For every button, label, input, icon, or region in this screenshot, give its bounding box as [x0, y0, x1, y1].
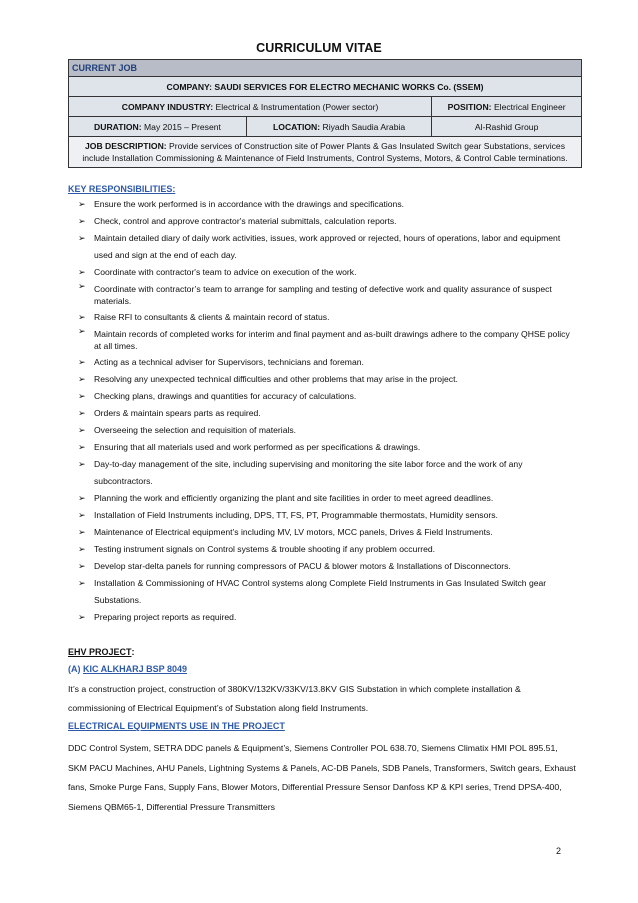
responsibility-item — [78, 371, 578, 388]
job-description-label: JOB DESCRIPTION: — [84, 141, 167, 151]
bullet-arrow-icon: ➢ — [78, 408, 86, 418]
bullet-arrow-icon: ➢ — [78, 357, 86, 367]
responsibility-item — [78, 309, 578, 326]
responsibility-text: Ensure the work performed is in accordance with the drawings and specifications. — [94, 199, 405, 209]
industry-value: Electrical & Instrumentation (Power sector) — [215, 101, 379, 112]
responsibility-text: Check, control and approve contractor's material submittals, calculation reports. — [94, 216, 397, 226]
position-value: Electrical Engineer — [493, 101, 566, 112]
responsibility-text: Preparing project reports as required. — [94, 612, 237, 622]
bullet-arrow-icon: ➢ — [78, 425, 86, 435]
bullet-arrow-icon: ➢ — [78, 267, 86, 277]
location — [247, 117, 432, 137]
project-description: It’s a construction project, construction of 380KV/132KV/33KV/13.8KV GIS Substation in which complete installation & commissioning of Electrical Equipment’s of Substation along field Instruments. — [68, 684, 521, 713]
responsibility-item — [78, 490, 578, 507]
bullet-arrow-icon: ➢ — [78, 561, 86, 571]
responsibility-item — [78, 388, 578, 405]
responsibility-item — [78, 575, 578, 609]
responsibility-item — [78, 264, 578, 281]
company-group: Al-Rashid Group — [432, 117, 582, 137]
duration — [69, 117, 247, 137]
responsibility-text: Coordinate with contractor’s team to arrange for sampling and testing of defective work and quality assurance of suspect materials. — [94, 284, 552, 306]
responsibility-text: Installation of Field Instruments including, DPS, TT, FS, PT, Programmable thermostats, Humidity sensors. — [94, 510, 498, 520]
bullet-arrow-icon: ➢ — [78, 578, 86, 588]
responsibility-item — [78, 541, 578, 558]
current-job-header: CURRENT JOB — [69, 60, 582, 77]
bullet-arrow-icon: ➢ — [78, 493, 86, 503]
bullet-arrow-icon: ➢ — [78, 459, 86, 469]
responsibility-item — [78, 439, 578, 456]
bullet-arrow-icon: ➢ — [78, 312, 86, 322]
responsibility-text: Overseeing the selection and requisition of materials. — [94, 425, 297, 435]
responsibility-text: Maintain detailed diary of daily work activities, issues, work approved or rejected, hours of operations, labor and equipment used and sign at the end of each day. — [94, 233, 561, 260]
bullet-arrow-icon: ➢ — [78, 612, 86, 622]
bullet-arrow-icon: ➢ — [78, 544, 86, 554]
bullet-arrow-icon: ➢ — [78, 374, 86, 384]
current-job-table — [68, 59, 582, 168]
responsibility-text: Day-to-day management of the site, including supervising and monitoring the site labor force and the work of any subcontractors. — [94, 459, 523, 486]
responsibility-text: Develop star-delta panels for running compressors of PACU & blower motors & Installations of Disconnectors. — [94, 561, 511, 571]
page-number: 2 — [556, 846, 562, 856]
equipment-heading: ELECTRICAL EQUIPMENTS USE IN THE PROJECT — [68, 721, 285, 731]
responsibility-item — [78, 213, 578, 230]
bullet-arrow-icon: ➢ — [78, 216, 86, 226]
responsibility-item — [78, 422, 578, 439]
responsibility-text: Orders & maintain spears parts as required. — [94, 408, 261, 418]
responsibility-item — [78, 281, 578, 309]
ehv-heading-text: EHV PROJECT — [68, 647, 132, 657]
responsibility-text: Installation & Commissioning of HVAC Control systems along Complete Field Instruments in Gas Insulated Switch gear Substations. — [94, 578, 547, 605]
duration-value: May 2015 – Present — [144, 121, 221, 132]
document-title: CURRICULUM VITAE — [256, 41, 382, 55]
responsibility-text: Maintenance of Electrical equipment’s including MV, LV motors, MCC panels, Drives & Field Instruments. — [94, 527, 493, 537]
bullet-arrow-icon: ➢ — [78, 442, 86, 452]
responsibility-text: Resolving any unexpected technical difficulties and other problems that may arise in the project. — [94, 374, 458, 384]
industry-label: COMPANY INDUSTRY: — [121, 101, 214, 112]
key-responsibilities-heading: KEY RESPONSIBILITIES: — [68, 184, 176, 194]
bullet-arrow-icon: ➢ — [78, 391, 86, 401]
responsibility-item — [78, 524, 578, 541]
responsibility-item — [78, 609, 578, 626]
bullet-arrow-icon: ➢ — [78, 281, 86, 291]
responsibility-text: Testing instrument signals on Control systems & trouble shooting if any problem occurred. — [94, 544, 436, 554]
equipment-list: DDC Control System, SETRA DDC panels & Equipment’s, Siemens Controller POL 638.70, Siemens Climatix HMI POL 895.51, SKM PACU Machines, AHU Panels, Lightning Systems & Panels, AC-DB Panels, SDB Panels, Transformers, Switch gears, Exhaust fans, Smoke Purge Fans, Supply Fans, Blower Motors, Differential Pressure Sensor Danfoss KP & KPI series, Trend DPSA-400, Siemens QBM65-1, Differential Pressure Transmitters — [68, 743, 576, 812]
responsibility-item — [78, 456, 578, 490]
responsibility-item — [78, 405, 578, 422]
location-value: Riyadh Saudia Arabia — [322, 121, 406, 132]
project-title — [68, 664, 187, 674]
responsibility-text: Checking plans, drawings and quantities for accuracy of calculations. — [94, 391, 357, 401]
responsibility-text: Maintain records of completed works for interim and final payment and as-built drawings adhere to the company QHSE policy at all times. — [94, 329, 570, 351]
bullet-arrow-icon: ➢ — [78, 527, 86, 537]
position — [432, 97, 582, 117]
company-industry — [69, 97, 432, 117]
job-description-value: Provide services of Construction site of Power Plants & Gas Insulated Switch gear Substations, services include Installation Commissioning & Maintenance of Field Instruments, Control Systems, Motors, & Control Cable terminations. — [82, 141, 568, 163]
bullet-arrow-icon: ➢ — [78, 326, 86, 336]
responsibility-text: Acting as a technical adviser for Supervisors, technicians and foreman. — [94, 357, 364, 367]
job-description — [69, 137, 582, 168]
responsibility-item — [78, 230, 578, 264]
location-label: LOCATION: — [273, 121, 321, 132]
responsibility-text: Coordinate with contractor's team to advice on execution of the work. — [94, 267, 357, 277]
bullet-arrow-icon: ➢ — [78, 510, 86, 520]
responsibility-item — [78, 196, 578, 213]
company-name: COMPANY: SAUDI SERVICES FOR ELECTRO MECHANIC WORKS Co. (SSEM) — [69, 77, 582, 97]
responsibility-item — [78, 354, 578, 371]
ehv-heading-colon: : — [131, 647, 135, 657]
bullet-arrow-icon: ➢ — [78, 233, 86, 243]
responsibilities-list — [78, 196, 578, 626]
duration-label: DURATION: — [94, 121, 142, 132]
responsibility-text: Raise RFI to consultants & clients & maintain record of status. — [94, 312, 330, 322]
project-prefix: (A) — [68, 664, 81, 674]
bullet-arrow-icon: ➢ — [78, 199, 86, 209]
responsibility-item — [78, 507, 578, 524]
responsibility-text: Ensuring that all materials used and work performed as per specifications & drawings. — [94, 442, 421, 452]
responsibility-item — [78, 558, 578, 575]
responsibility-text: Planning the work and efficiently organizing the plant and site facilities in order to meet agreed deadlines. — [94, 493, 494, 503]
position-label: POSITION: — [447, 101, 492, 112]
project-name: KIC ALKHARJ BSP 8049 — [83, 664, 188, 674]
responsibility-item — [78, 326, 578, 354]
ehv-project-heading — [68, 647, 135, 657]
